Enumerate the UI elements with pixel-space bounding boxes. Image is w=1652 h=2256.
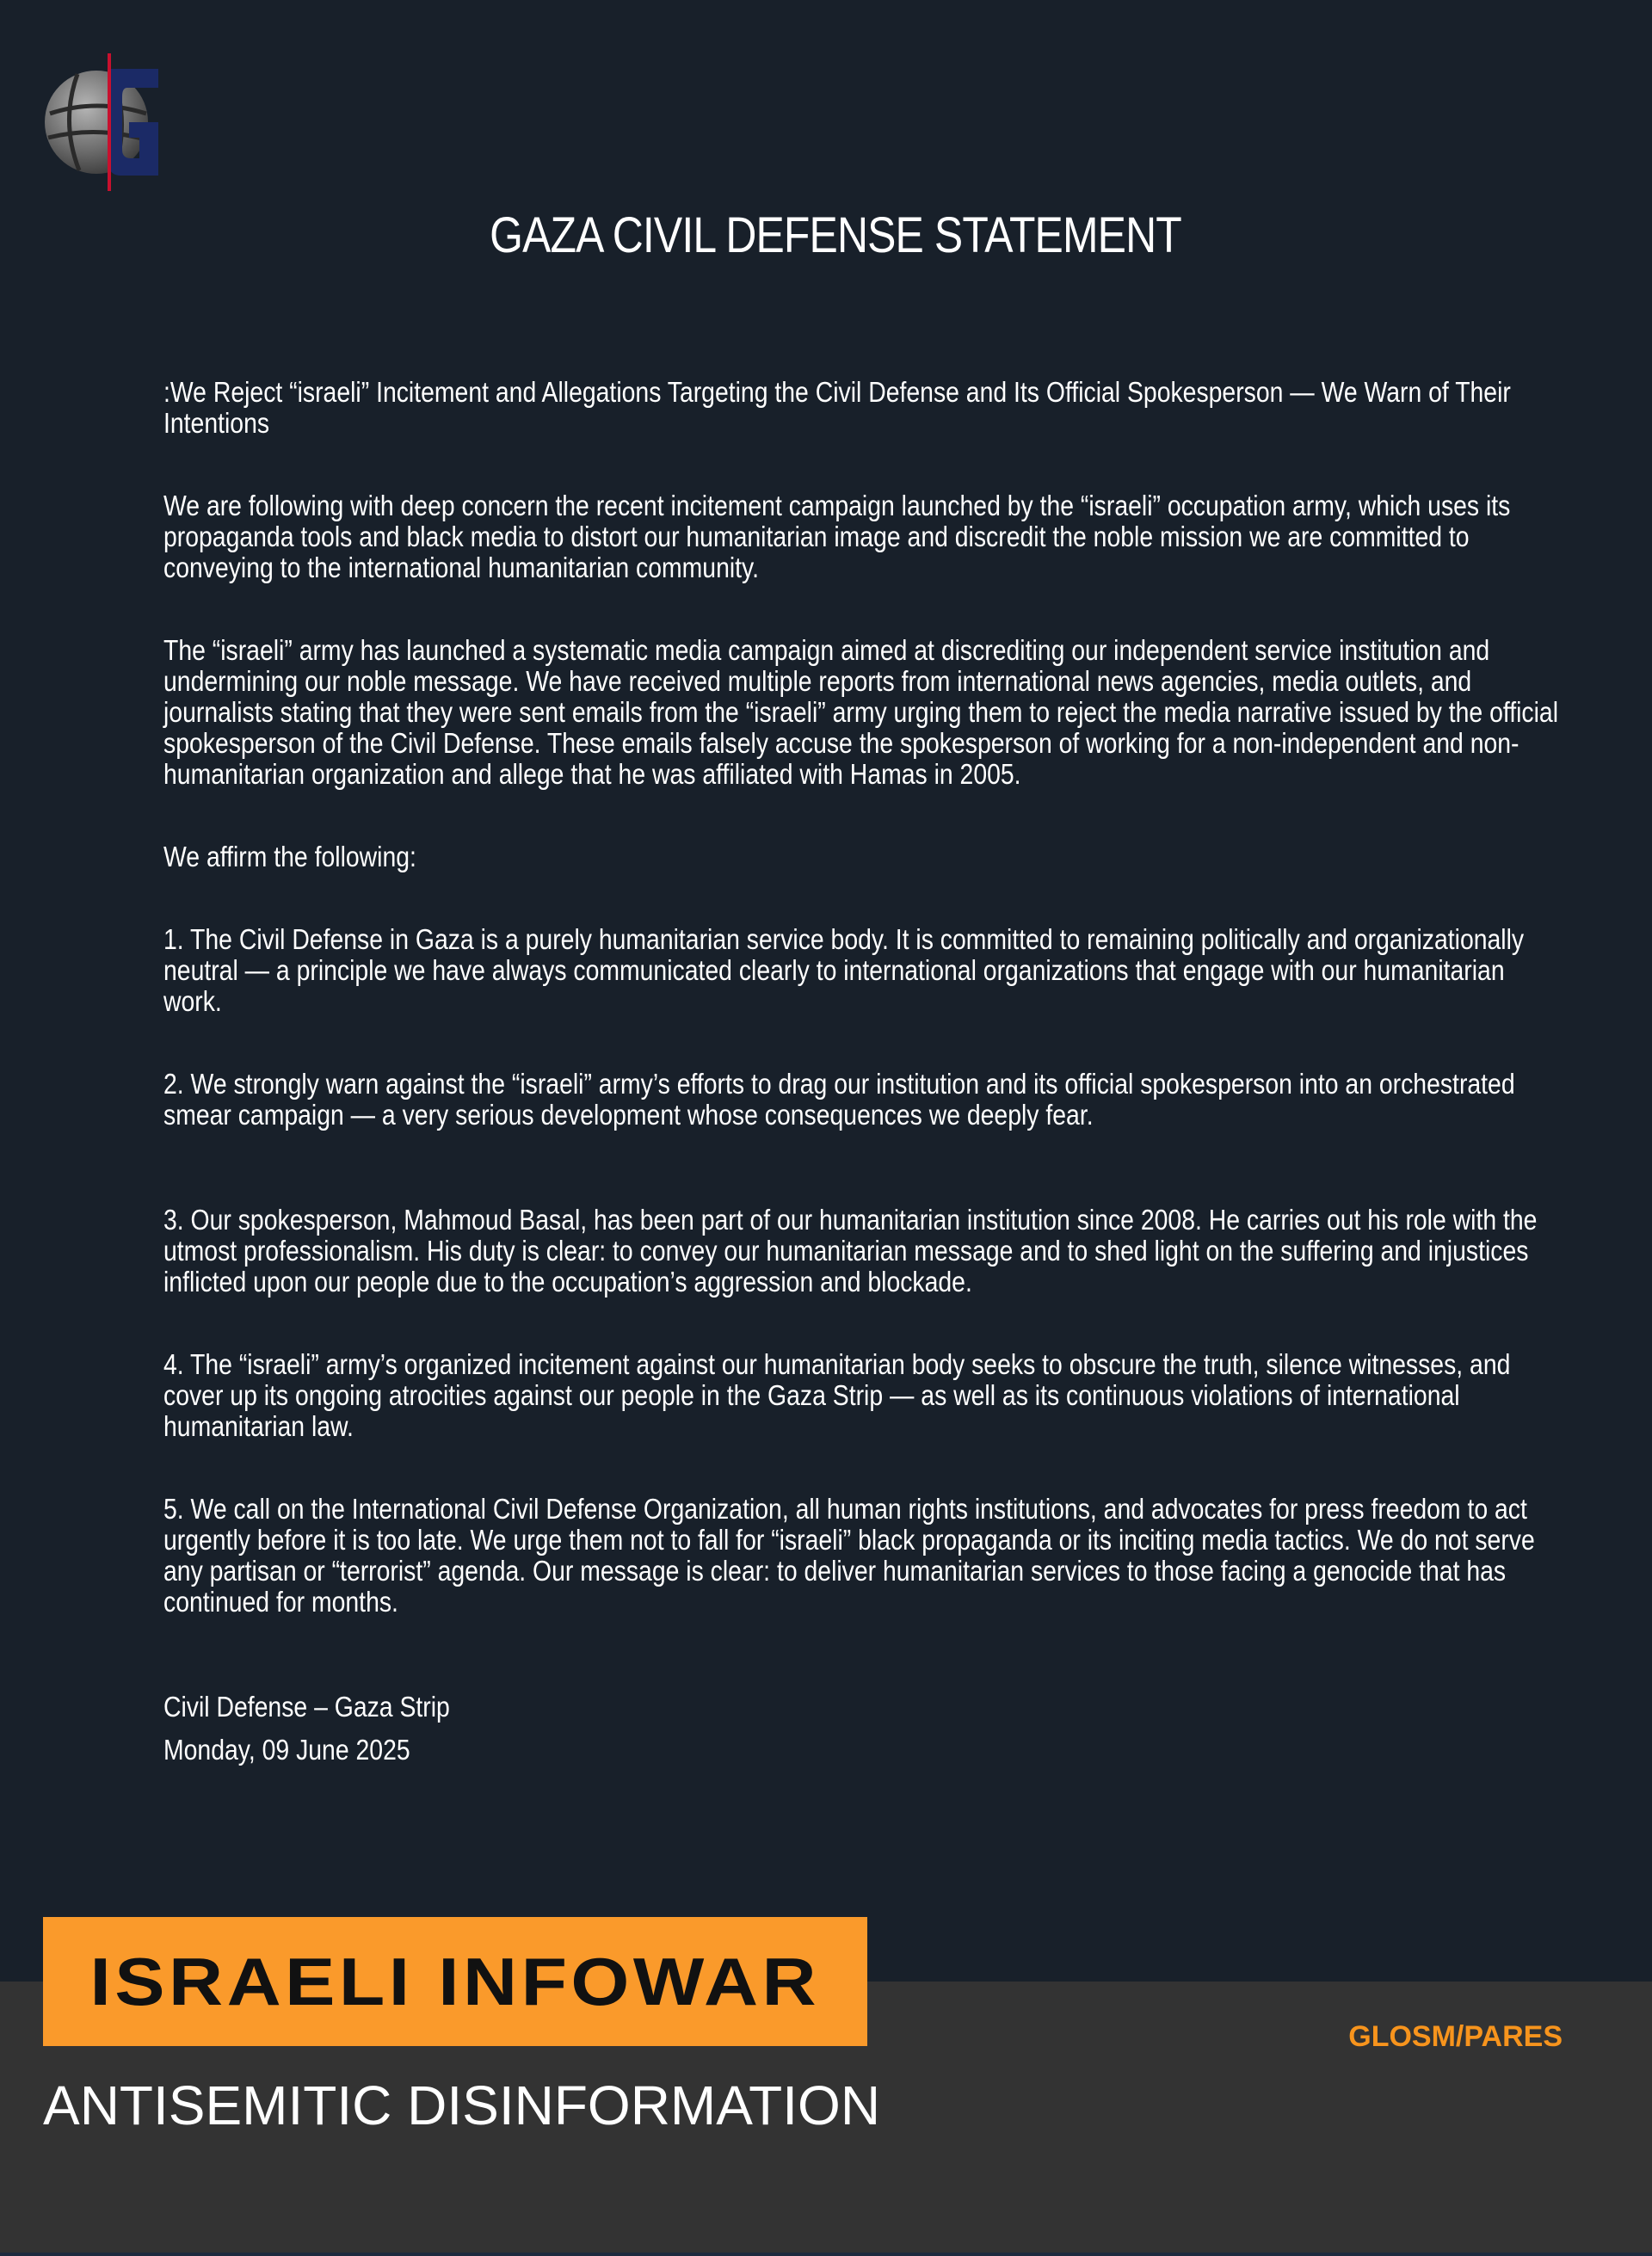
- footer-subtitle: ANTISEMITIC DISINFORMATION: [43, 2074, 881, 2136]
- intro-paragraph: We are following with deep concern the recent incitement campaign launched by the “israeli” occupation army, which uses its propaganda tools and black media to distort our humanitarian image and discredit the noble mission we are committed to conveying to the international humanitarian community.: [163, 490, 1511, 583]
- statement-body: [163, 377, 1569, 1778]
- point-5: 5. We call on the International Civil Defense Organization, all human rights institutions, and advocates for press freedom to act urgently before it is too late. We urge them not to fall for “israeli” black propaganda or its inciting media tactics. We do not serve any partisan or “terrorist” agenda. Our message is clear: to deliver humanitarian services to those facing a genocide that has continued for months.: [163, 1493, 1535, 1618]
- statement-date: Monday, 09 June 2025: [163, 1734, 410, 1766]
- footer-credit: GLOSM/PARES: [1348, 2020, 1563, 2053]
- infowar-banner: [43, 1917, 867, 2046]
- point-3: 3. Our spokesperson, Mahmoud Basal, has been part of our humanitarian institution since 2008. He carries out his role with the utmost professionalism. His duty is clear: to convey our humanitarian message and to shed light on the suffering and injustices inflicted upon our people due to the occupation’s aggression and blockade.: [163, 1204, 1538, 1298]
- footer-bottom-line: [0, 2253, 1652, 2256]
- point-1: 1. The Civil Defense in Gaza is a purely humanitarian service body. It is committed to remaining politically and organizationally neutral — a principle we have always communicated clearly to international organizations that engage with our humanitarian work.: [163, 923, 1525, 1017]
- campaign-paragraph: The “israeli” army has launched a systematic media campaign aimed at discrediting our independent service institution and undermining our noble message. We have received multiple reports from international news agencies, media outlets, and journalists stating that they were sent emails from the “israeli” army urging them to reject the media narrative issued by the official spokesperson of the Civil Defense. These emails falsely accuse the spokesperson of working for a non-independent and non-humanitarian organization and allege that he was affiliated with Hamas in 2005.: [163, 634, 1559, 790]
- point-4: 4. The “israeli” army’s organized incitement against our humanitarian body seeks to obscure the truth, silence witnesses, and cover up its ongoing atrocities against our people in the Gaza Strip — as well as its continuous violations of international humanitarian law.: [163, 1348, 1511, 1442]
- point-2: 2. We strongly warn against the “israeli” army’s efforts to drag our institution and its official spokesperson into an orchestrated smear campaign — a very serious development whose consequences we deeply fear.: [163, 1068, 1515, 1131]
- signature: Civil Defense – Gaza Strip: [163, 1691, 450, 1723]
- statement-heading: :We Reject “israeli” Incitement and Allegations Targeting the Civil Defense and Its Official Spokesperson — We Warn of Their Intentions: [163, 376, 1511, 439]
- affirm-line: We affirm the following:: [163, 841, 416, 872]
- statement-title: GAZA CIVIL DEFENSE STATEMENT: [490, 207, 1181, 263]
- gaza-civil-defense-logo-icon: [43, 53, 163, 191]
- banner-label: ISRAELI INFOWAR: [89, 1943, 821, 2019]
